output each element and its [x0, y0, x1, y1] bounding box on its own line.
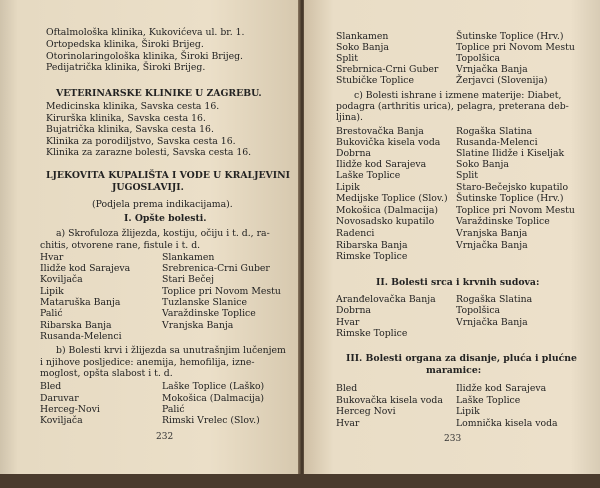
main-heading: JUGOSLAVIJI.	[112, 182, 184, 193]
list-item: Srebrnica-Crni Guber	[336, 64, 439, 75]
page-number: 232	[156, 432, 174, 442]
list-item: Rimske Toplice	[336, 251, 408, 262]
right-page	[304, 0, 600, 476]
list-item: Koviljača	[40, 415, 83, 426]
list-item: Palić	[40, 308, 63, 319]
list-item: Tuzlanske Slanice	[162, 297, 248, 308]
text-line: ljina).	[336, 112, 363, 123]
section-heading: II. Bolesti srca i krvnih sudova:	[376, 277, 540, 288]
list-item: Ilidže kod Sarajeva	[456, 383, 547, 394]
list-item: Split	[456, 170, 479, 181]
list-item: Ribarska Banja	[336, 240, 408, 251]
list-item: Ilidže kod Sarajeva	[40, 263, 131, 274]
list-item: Hvar	[336, 317, 360, 328]
section-heading: VETERINARSKE KLINIKE U ZAGREBU.	[56, 88, 262, 99]
text-line: Oftalmološka klinika, Kukovićeva ul. br. 1.	[46, 27, 245, 38]
list-item: Laške Toplice (Laško)	[162, 381, 265, 392]
list-item: Vrnjačka Banja	[456, 317, 528, 328]
list-item: Rimske Toplice	[336, 328, 408, 339]
list-item: Staro-Bečejsko kupatilo	[456, 182, 569, 193]
list-item: Medijske Toplice (Slov.)	[336, 193, 448, 204]
list-item: Novosadsko kupatilo	[336, 216, 435, 227]
left-page	[0, 0, 300, 476]
text-line: Bujatrička klinika, Savska cesta 16.	[46, 124, 214, 135]
list-item: Dobrna	[336, 148, 371, 159]
text-line: Otorinolaringološka klinika, Široki Brijeg.	[46, 51, 244, 62]
text-line: Kirurška klinika, Savska cesta 16.	[46, 113, 206, 124]
list-item: Vranjska Banja	[162, 320, 234, 331]
text-line: b) Bolesti krvi i žlijezda sa unutrašnjim lučenjem	[56, 345, 286, 356]
list-item: Laške Toplice	[336, 170, 401, 181]
list-item: Mataruška Banja	[40, 297, 121, 308]
list-item: Rogaška Slatina	[456, 294, 533, 305]
list-item: Toplice pri Novom Mestu	[162, 286, 281, 297]
list-item: Lipik	[456, 406, 480, 417]
list-item: Hvar	[336, 418, 360, 429]
list-item: Slatine Ilidže i Kiseljak	[456, 148, 565, 159]
list-item: Radenci	[336, 228, 375, 239]
list-item: Daruvar	[40, 393, 79, 404]
text-line: a) Skrofuloza žlijezda, kostiju, očiju i t. d., ra-	[56, 228, 270, 239]
list-item: Hvar	[40, 252, 64, 263]
list-item: Vrnjačka Banja	[456, 240, 528, 251]
text-line: Klinika za zarazne bolesti, Savska cesta 16.	[46, 147, 252, 158]
text-line: podagra (arthritis urica), pelagra, preterana deb-	[336, 101, 569, 112]
list-item: Lipik	[336, 182, 360, 193]
list-item: Bukovačka kisela voda	[336, 395, 443, 406]
list-item: Topolšica	[456, 53, 501, 64]
list-item: Herceg Novi	[336, 406, 396, 417]
list-item: Koviljača	[40, 274, 83, 285]
list-item: Mokošica (Dalmacija)	[162, 393, 264, 404]
list-item: Toplice pri Novom Mestu	[456, 42, 575, 53]
section-heading: III. Bolesti organa za disanje, pluća i plućne	[346, 353, 577, 364]
list-item: Stari Bečej	[162, 274, 214, 285]
text-line: Ortopedska klinika, Široki Brijeg.	[46, 39, 204, 50]
text-line: Pedijatrička klinika, Široki Brijeg.	[46, 62, 206, 73]
page-number: 233	[444, 434, 462, 444]
main-heading: LJEKOVITA KUPALIŠTA I VODE U KRALJEVINI	[46, 170, 290, 181]
list-item: Rimski Vrelec (Slov.)	[162, 415, 260, 426]
book-edge	[0, 474, 600, 488]
list-item: Toplice pri Novom Mestu	[456, 205, 575, 216]
subtitle: (Podjela prema indikacijama).	[92, 199, 233, 210]
list-item: Rogaška Slatina	[456, 126, 533, 137]
list-item: Herceg-Novi	[40, 404, 100, 415]
list-item: Mokošica (Dalmacija)	[336, 205, 438, 216]
list-item: Rusanda-Melenci	[456, 137, 538, 148]
list-item: Laške Toplice	[456, 395, 521, 406]
list-item: Bled	[40, 381, 62, 392]
list-item: Ribarska Banja	[40, 320, 112, 331]
section-heading: I. Opšte bolesti.	[124, 213, 207, 224]
section-heading: maramice:	[426, 365, 482, 376]
list-item: Split	[336, 53, 359, 64]
text-line: Klinika za porodiljstvo, Savska cesta 16.	[46, 136, 236, 147]
text-line: chitis, otvorene rane, fistule i t. d.	[40, 240, 201, 251]
list-item: Dobrna	[336, 305, 371, 316]
list-item: Palić	[162, 404, 185, 415]
text-line: Medicinska klinika, Savska cesta 16.	[46, 101, 220, 112]
list-item: Srebrenica-Crni Guber	[162, 263, 270, 274]
list-item: Lipik	[40, 286, 64, 297]
list-item: Šutinske Toplice (Hrv.)	[456, 31, 564, 42]
list-item: Rusanda-Melenci	[40, 331, 122, 342]
list-item: Soko Banja	[456, 159, 509, 170]
list-item: Slankamen	[162, 252, 215, 263]
list-item: Vrnjačka Banja	[456, 64, 528, 75]
list-item: Slankamen	[336, 31, 389, 42]
list-item: Bukovička kisela voda	[336, 137, 441, 148]
list-item: Brestovačka Banja	[336, 126, 424, 137]
list-item: Bled	[336, 383, 358, 394]
list-item: Šutinske Toplice (Hrv.)	[456, 193, 564, 204]
list-item: Žerjavci (Slovenija)	[456, 75, 548, 86]
list-item: Ilidže kod Sarajeva	[336, 159, 427, 170]
list-item: Topolšica	[456, 305, 501, 316]
list-item: Soko Banja	[336, 42, 389, 53]
text-line: c) Bolesti ishrane i izmene materije: Diabet,	[354, 90, 562, 101]
list-item: Stubičke Toplice	[336, 75, 414, 86]
list-item: Aranđelovačka Banja	[336, 294, 436, 305]
list-item: Varaždinske Toplice	[162, 308, 256, 319]
text-line: i njihove posljedice: anemija, hemofilija, izne-	[40, 357, 255, 368]
list-item: Vranjska Banja	[456, 228, 528, 239]
text-line: moglost, opšta slabost i t. d.	[40, 368, 173, 379]
list-item: Varaždinske Toplice	[456, 216, 550, 227]
list-item: Lomnička kisela voda	[456, 418, 558, 429]
